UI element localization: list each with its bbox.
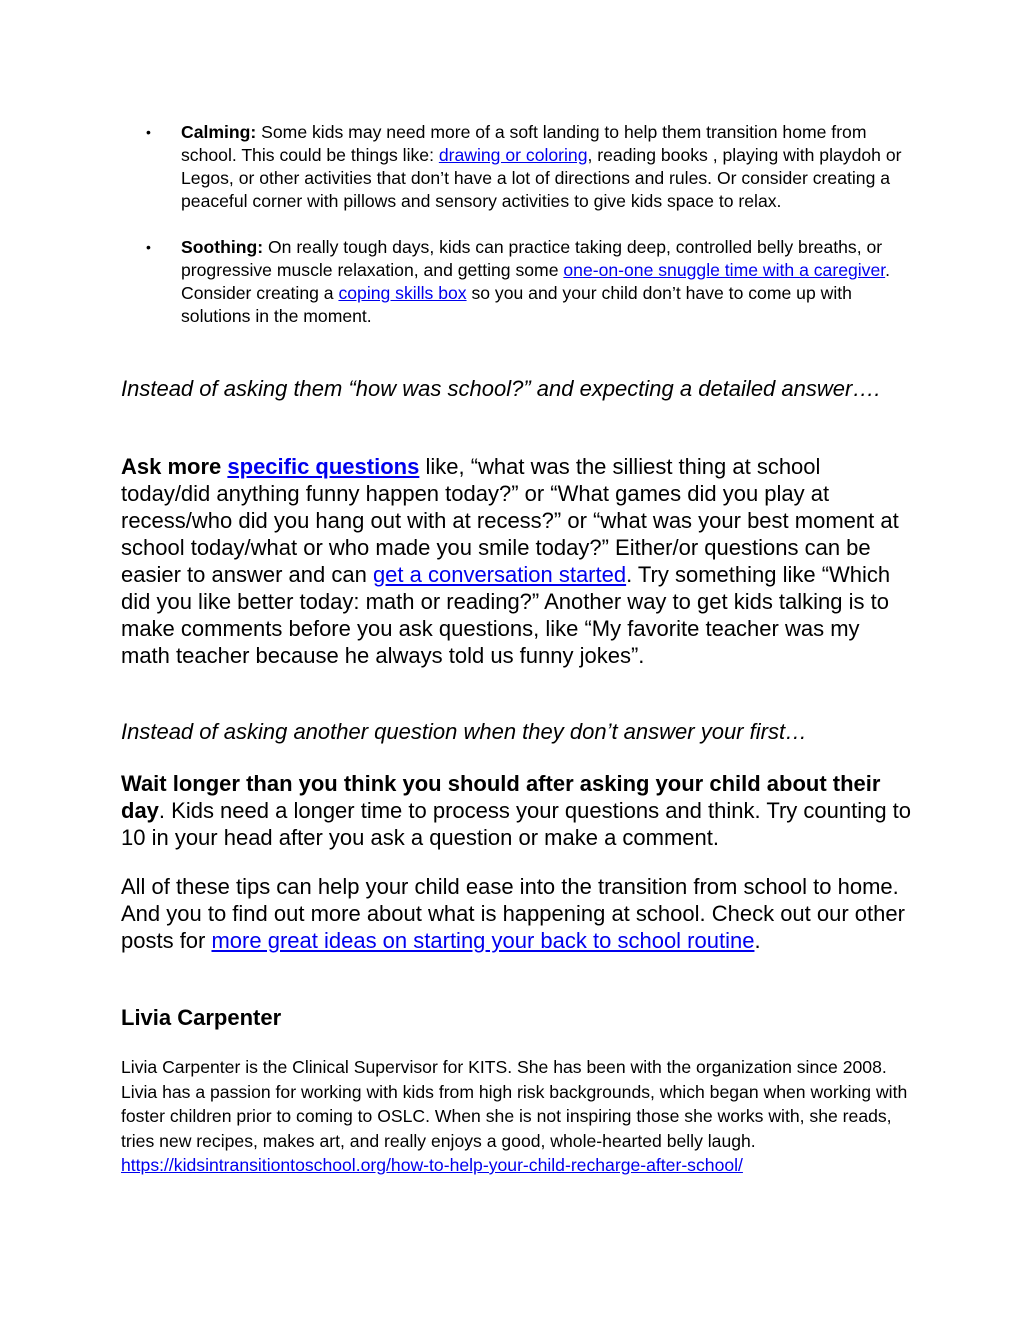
- back-to-school-routine-link[interactable]: more great ideas on starting your back to school routine: [211, 928, 755, 953]
- tip-text: , reading books , playing with playdoh or Legos, or other activities that don’t have a lot of directions and rules. Or consider creating a peaceful corner with pillows and sensory activities to give kids space to relax.: [181, 145, 902, 211]
- tips-list: [121, 121, 911, 351]
- paragraph-wait-longer: [121, 770, 911, 851]
- section-heading-another-question: Instead of asking another question when they don’t answer your first…: [121, 719, 808, 744]
- tip-text: so you and your child don’t have to come up with solutions in the moment.: [181, 283, 852, 326]
- tip-label: Calming:: [181, 122, 257, 142]
- paragraph-text: .: [754, 928, 761, 953]
- author-bio-text: Livia Carpenter is the Clinical Supervisor for KITS. She has been with the organization since 2008. Livia has a passion for working with kids from high risk backgrounds, which began when working with foster children prior to coming to OSLC. When she is not inspiring those she works with, she reads, tries new recipes, makes art, and really enjoys a good, whole-hearted belly laugh.: [121, 1057, 908, 1151]
- specific-questions-link[interactable]: specific questions: [227, 454, 420, 479]
- paragraph-text: like, “what was the silliest thing at school today/did anything funny happen today?” or “What games did you play at recess/who did you hang out with at recess?” or “what was your best moment at school today/what or who made you smile today?” Either/or questions can be easier to answer and can: [121, 454, 899, 587]
- paragraph-lead: Wait longer than you think you should after asking your child about their day: [121, 771, 881, 823]
- source-url-link[interactable]: https://kidsintransitiontoschool.org/how-to-help-your-child-recharge-after-school/: [121, 1155, 743, 1175]
- list-item-calming: [121, 121, 911, 213]
- drawing-coloring-link[interactable]: drawing or coloring: [438, 145, 588, 165]
- paragraph-lead: Ask more: [121, 454, 228, 479]
- paragraph-closing: [121, 873, 911, 954]
- bullet-glyph: •: [146, 124, 151, 140]
- paragraph-text: . Kids need a longer time to process your questions and think. Try counting to 10 in your head after you ask a question or make a comment.: [121, 798, 912, 850]
- tip-text: Some kids may need more of a soft landing to help them transition home from school. This could be things like:: [181, 122, 867, 165]
- paragraph-text: All of these tips can help your child ease into the transition from school to home. And you to find out more about what is happening at school. Check out our other posts for: [121, 874, 905, 953]
- author-name: Livia Carpenter: [121, 1005, 282, 1030]
- list-item-soothing: [121, 236, 911, 328]
- paragraph-text: . Try something like “Which did you like better today: math or reading?” Another way to get kids talking is to make comments before you ask questions, like “My favorite teacher was my math teacher because he always told us funny jokes”.: [121, 562, 891, 668]
- paragraph-specific-questions: [121, 453, 911, 669]
- tip-text: . Consider creating a: [181, 260, 891, 303]
- section-heading-how-was-school: Instead of asking them “how was school?” and expecting a detailed answer….: [121, 376, 881, 401]
- bullet-glyph: •: [146, 239, 151, 255]
- conversation-started-link[interactable]: get a conversation started: [372, 562, 627, 587]
- tip-label: Soothing:: [181, 237, 264, 257]
- coping-skills-box-link[interactable]: coping skills box: [338, 283, 467, 303]
- tip-text: On really tough days, kids can practice taking deep, controlled belly breaths, or progressive muscle relaxation, and getting some: [181, 237, 883, 280]
- snuggle-time-link[interactable]: one-on-one snuggle time with a caregiver: [563, 260, 886, 280]
- author-bio: [121, 1055, 911, 1178]
